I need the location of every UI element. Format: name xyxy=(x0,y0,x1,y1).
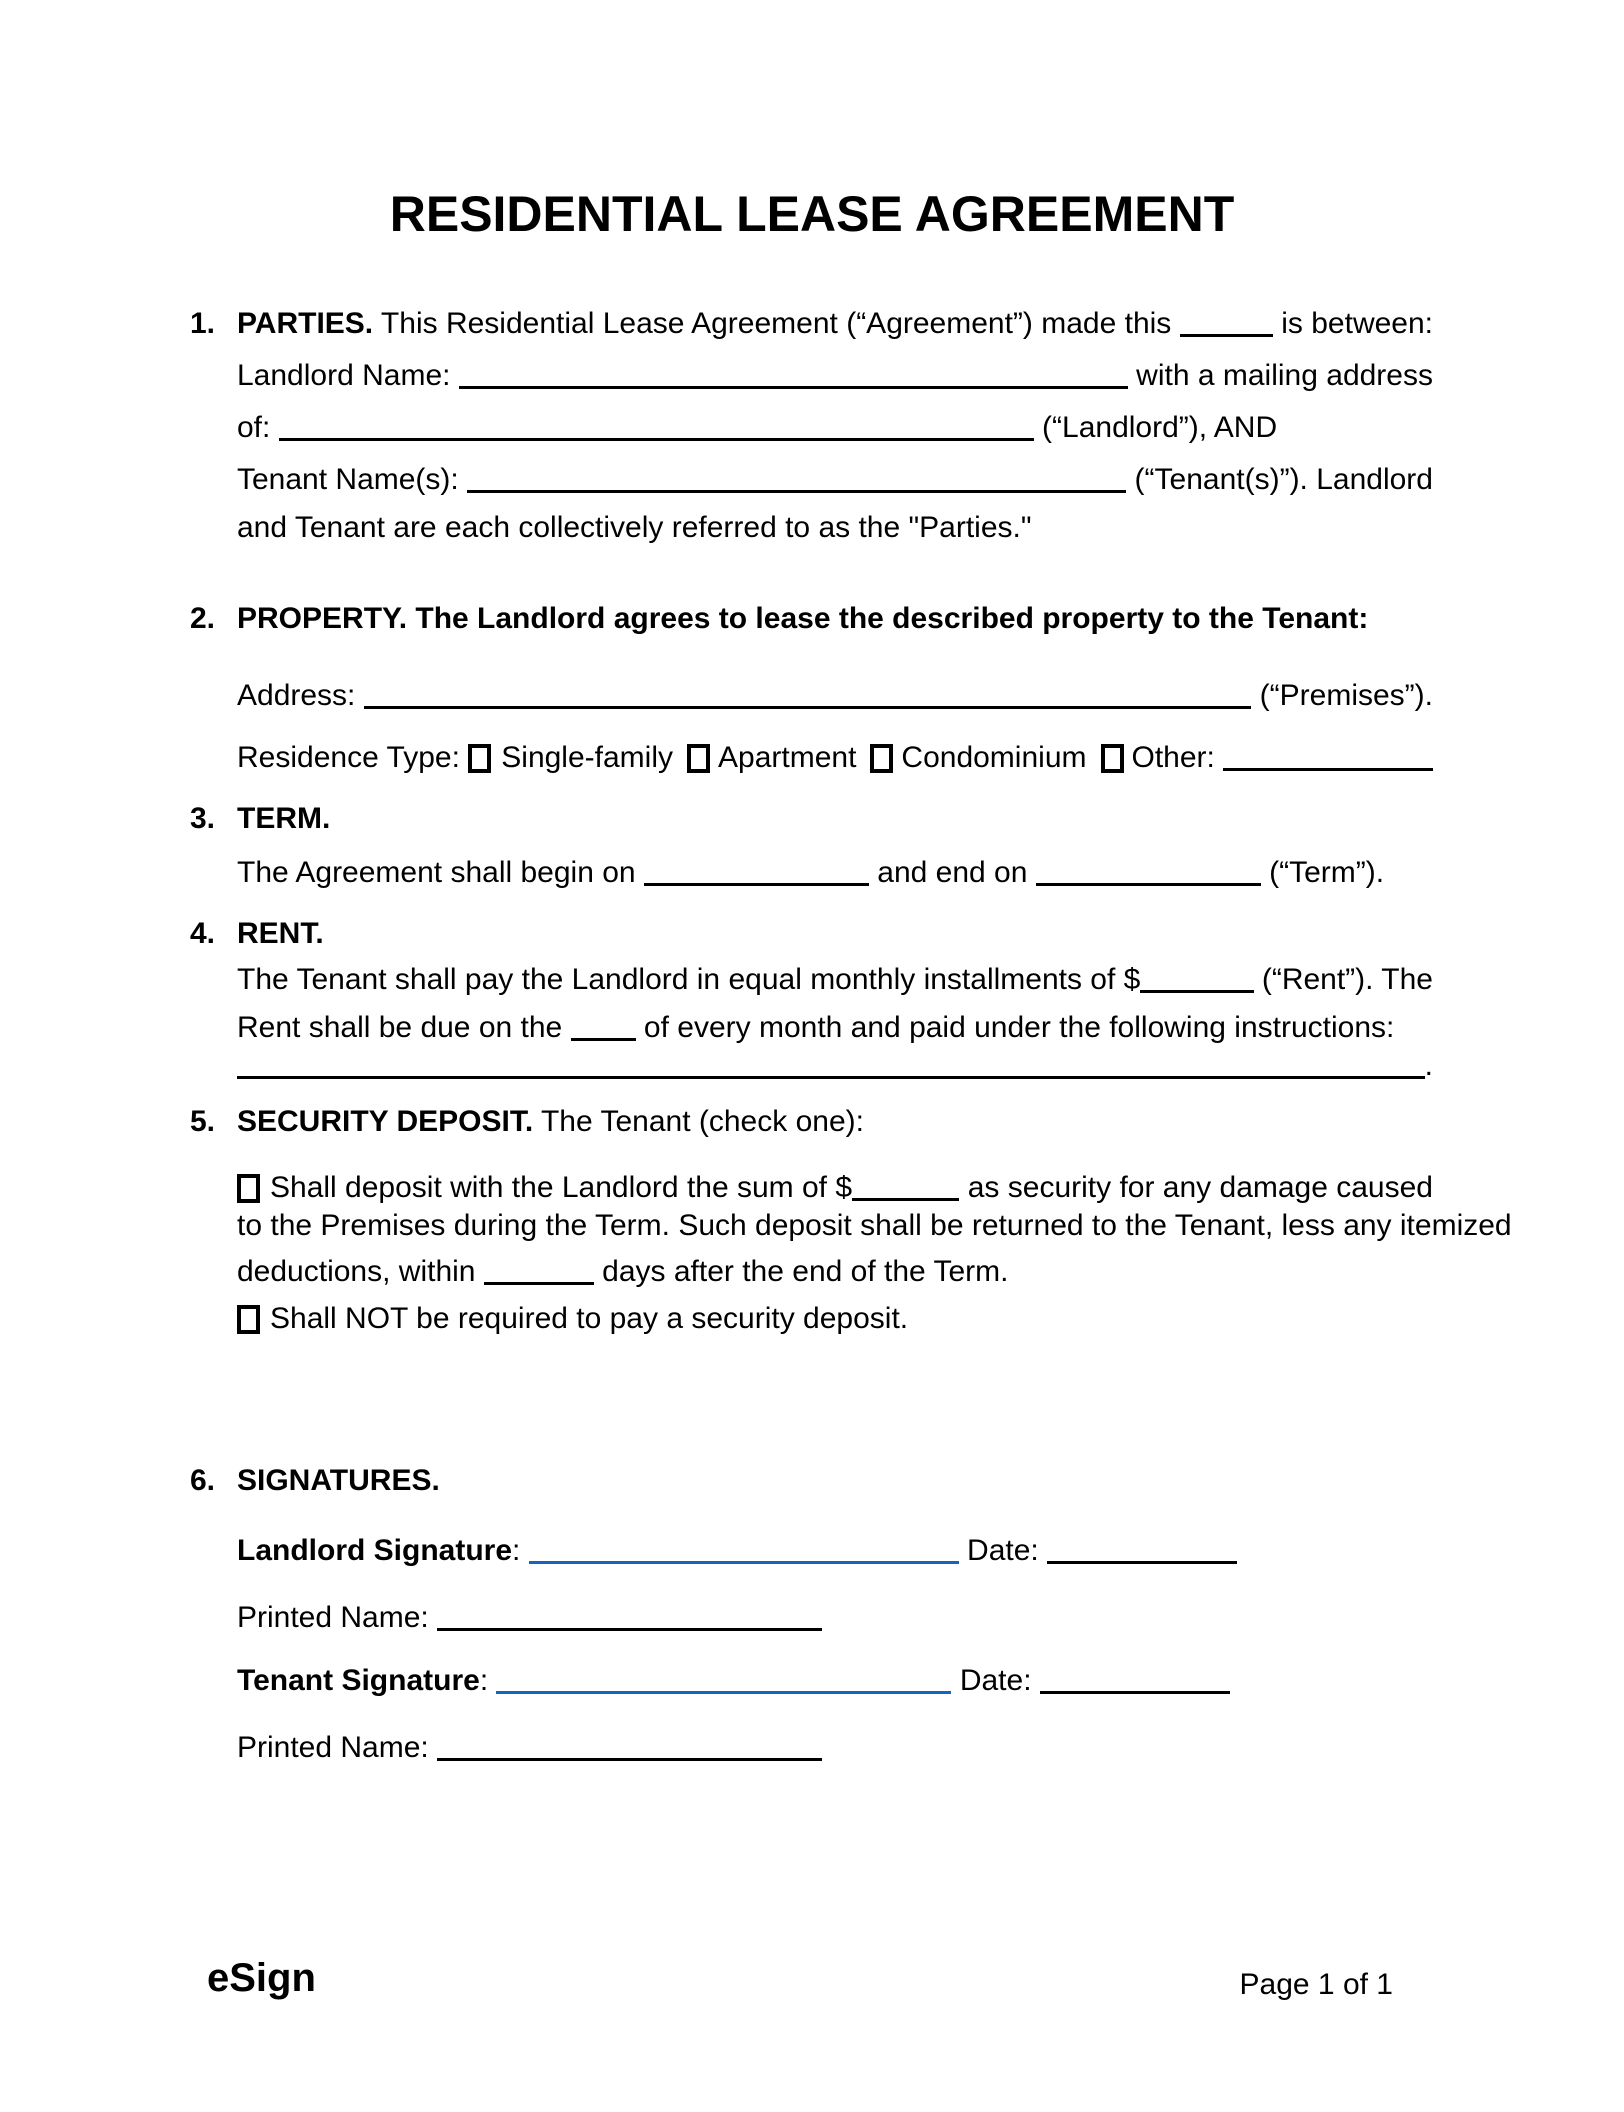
tenant-signature-blank[interactable] xyxy=(496,1661,951,1694)
section-heading-deposit: SECURITY DEPOSIT. xyxy=(237,1105,534,1138)
payment-instructions-blank[interactable] xyxy=(237,1046,1425,1079)
deposit-option1-line1 xyxy=(237,1164,1433,1208)
document-title: RESIDENTIAL LEASE AGREEMENT xyxy=(389,186,1235,242)
property-address-line xyxy=(237,672,1433,716)
landlord-name-blank[interactable] xyxy=(459,356,1128,389)
term-text-begin: The Agreement shall begin on xyxy=(237,856,644,889)
deposit-option1-line3 xyxy=(237,1248,1433,1292)
section-heading-signatures: SIGNATURES. xyxy=(237,1464,440,1497)
signatures-heading-line xyxy=(190,1461,1433,1501)
deposit-option1-line2-text: to the Premises during the Term. Such deposit shall be returned to the Tenant, less any itemized xyxy=(237,1209,1512,1242)
section-number-deposit: 5. xyxy=(190,1105,216,1138)
term-start-date-blank[interactable] xyxy=(644,853,869,886)
rent-amount-blank[interactable] xyxy=(1140,960,1253,993)
landlord-name-text-end: with a mailing address xyxy=(1127,359,1433,392)
landlord-address-text-end: (“Landlord”), AND xyxy=(1033,411,1278,444)
landlord-signature-label: Landlord Signature xyxy=(237,1534,513,1567)
option-other-label: Other: xyxy=(1131,741,1224,774)
term-line xyxy=(237,849,1433,893)
rent-instructions-line xyxy=(237,1042,1433,1086)
tenant-printed-name-blank[interactable] xyxy=(437,1728,822,1761)
term-end-date-blank[interactable] xyxy=(1036,853,1261,886)
landlord-signature-line xyxy=(237,1527,1433,1571)
option-single-family-label: Single-family xyxy=(501,741,673,774)
rent-text-begin: The Tenant shall pay the Landlord in equal monthly installments of $ xyxy=(237,963,1141,996)
landlord-address-blank[interactable] xyxy=(279,408,1034,441)
rent-text-end: (“Rent”). The xyxy=(1253,963,1433,996)
option-apartment-label: Apartment xyxy=(718,741,857,774)
checkbox-apartment[interactable] xyxy=(687,744,710,773)
deposit-option1-text-begin: Shall deposit with the Landlord the sum of $ xyxy=(270,1171,853,1204)
checkbox-shall-deposit[interactable] xyxy=(237,1174,260,1203)
tenant-date-label: Date: xyxy=(951,1664,1040,1697)
tenant-signature-label: Tenant Signature xyxy=(237,1664,480,1697)
rent-heading-line xyxy=(190,914,1433,954)
landlord-printed-name-blank[interactable] xyxy=(437,1598,822,1631)
parties-closing-line xyxy=(237,508,1433,548)
landlord-name-line xyxy=(237,352,1433,396)
rent-due-text-begin: Rent shall be due on the xyxy=(237,1011,571,1044)
section-number-signatures: 6. xyxy=(190,1464,216,1497)
esign-logo: eSign xyxy=(207,1956,316,2000)
section-heading-property: PROPERTY. xyxy=(237,602,408,635)
residence-type-label: Residence Type: xyxy=(237,741,469,774)
landlord-signature-blank[interactable] xyxy=(529,1531,959,1564)
rent-amount-line xyxy=(237,956,1433,1000)
parties-intro-text: This Residential Lease Agreement (“Agreement”) made this xyxy=(373,307,1180,340)
term-text-end: (“Term”). xyxy=(1260,856,1385,889)
section-heading-term: TERM. xyxy=(237,802,331,835)
parties-intro-line xyxy=(190,300,1433,344)
deposit-heading-line xyxy=(190,1102,1433,1142)
tenant-name-label: Tenant Name(s): xyxy=(237,463,468,496)
property-heading-line xyxy=(190,599,1433,639)
section-number-parties: 1. xyxy=(190,307,216,340)
landlord-printed-name-label: Printed Name: xyxy=(237,1601,438,1634)
landlord-date-blank[interactable] xyxy=(1047,1531,1237,1564)
rent-due-text-end: of every month and paid under the following instructions: xyxy=(635,1011,1395,1044)
deposit-amount-blank[interactable] xyxy=(852,1168,959,1201)
term-heading-line xyxy=(190,799,1433,839)
deposit-intro-text: The Tenant (check one): xyxy=(533,1105,864,1138)
tenant-name-blank[interactable] xyxy=(467,460,1126,493)
section-number-property: 2. xyxy=(190,602,216,635)
landlord-date-label: Date: xyxy=(958,1534,1048,1567)
tenant-name-line xyxy=(237,456,1433,500)
parties-closing-text: and Tenant are each collectively referred to as the "Parties." xyxy=(237,511,1032,544)
checkbox-single-family[interactable] xyxy=(468,744,491,773)
section-heading-rent: RENT. xyxy=(237,917,324,950)
page-number: Page 1 of 1 xyxy=(1239,1968,1393,2001)
property-intro-text: The Landlord agrees to lease the described property to the Tenant: xyxy=(407,602,1369,635)
landlord-printed-name-line xyxy=(237,1594,1433,1638)
checkbox-no-deposit[interactable] xyxy=(237,1305,260,1334)
property-address-label: Address: xyxy=(237,679,364,712)
deposit-days-text-begin: deductions, within xyxy=(237,1255,484,1288)
section-heading-parties: PARTIES. xyxy=(237,307,374,340)
tenant-printed-name-label: Printed Name: xyxy=(237,1731,438,1764)
deposit-option1-text-end: as security for any damage caused xyxy=(959,1171,1433,1204)
section-number-rent: 4. xyxy=(190,917,216,950)
rent-due-day-blank[interactable] xyxy=(571,1008,636,1041)
landlord-address-label: of: xyxy=(237,411,279,444)
tenant-date-blank[interactable] xyxy=(1040,1661,1230,1694)
property-address-blank[interactable] xyxy=(364,676,1252,709)
deposit-option1-line2 xyxy=(237,1206,1512,1246)
tenant-printed-name-line xyxy=(237,1724,1433,1768)
deposit-option2-text: Shall NOT be required to pay a security deposit. xyxy=(270,1302,909,1335)
deposit-option2-line xyxy=(237,1299,1433,1339)
parties-intro-text-end: is between: xyxy=(1272,307,1433,340)
checkbox-other[interactable] xyxy=(1101,744,1124,773)
property-address-text-end: (“Premises”). xyxy=(1251,679,1433,712)
section-number-term: 3. xyxy=(190,802,216,835)
residence-type-line xyxy=(237,734,1433,778)
option-condominium-label: Condominium xyxy=(901,741,1087,774)
deposit-days-text-end: days after the end of the Term. xyxy=(593,1255,1009,1288)
rent-instructions-period: . xyxy=(1424,1049,1433,1082)
agreement-date-blank[interactable] xyxy=(1180,304,1273,337)
landlord-address-line xyxy=(237,404,1433,448)
other-residence-blank[interactable] xyxy=(1223,738,1433,771)
deposit-days-blank[interactable] xyxy=(484,1252,594,1285)
checkbox-condominium[interactable] xyxy=(870,744,893,773)
tenant-name-text-end: (“Tenant(s)”). Landlord xyxy=(1126,463,1433,496)
tenant-signature-line xyxy=(237,1657,1433,1701)
landlord-signature-colon: : xyxy=(512,1534,529,1567)
term-text-mid: and end on xyxy=(868,856,1036,889)
tenant-signature-colon: : xyxy=(479,1664,497,1697)
landlord-name-label: Landlord Name: xyxy=(237,359,459,392)
